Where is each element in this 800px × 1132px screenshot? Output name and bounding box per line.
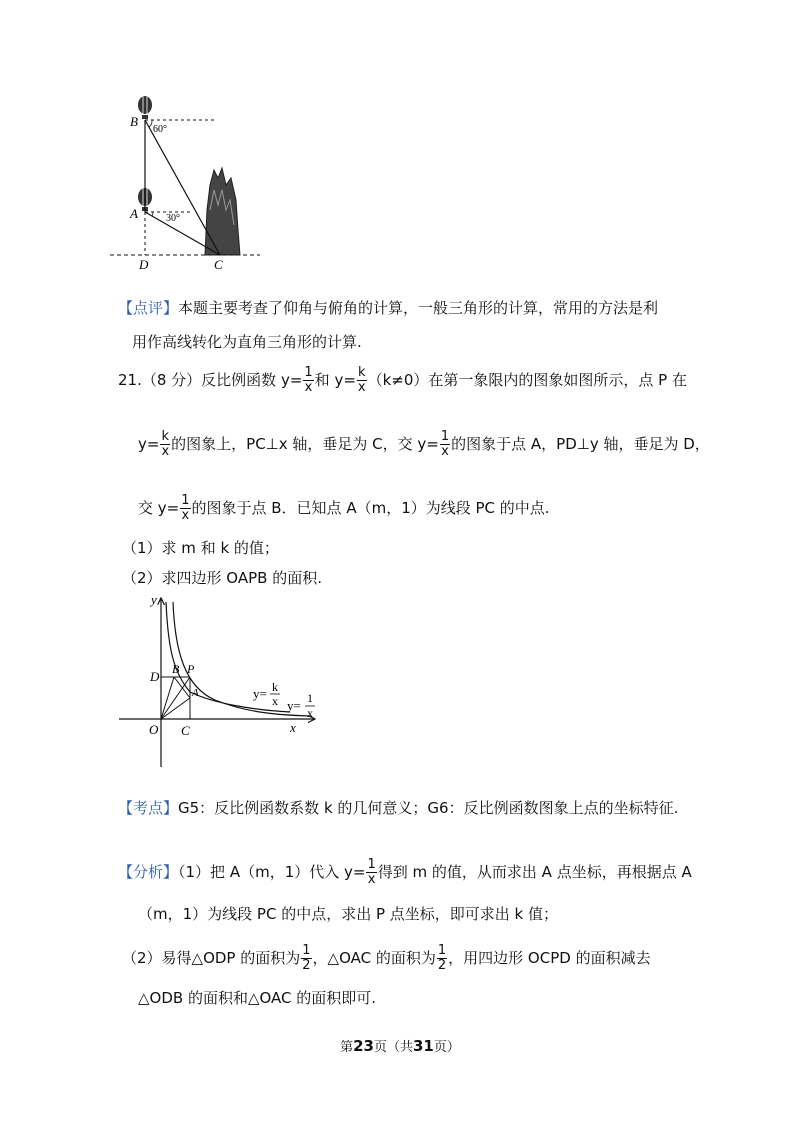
curve-1-label-prefix: y= (287, 698, 301, 713)
footer-text: 页（共 (373, 1040, 413, 1055)
problem-text: 交 y= (138, 499, 180, 517)
fraction-k-over-x: $\frac{k}{x}$ (161, 429, 170, 459)
label-b: B (130, 114, 138, 129)
problem-number: 21. (118, 371, 142, 389)
fraction-one-half: $\frac{1}{2}$ (302, 943, 311, 973)
problem-line-3 (138, 494, 550, 523)
question-2: （2）求四边形 OAPB 的面积. (122, 569, 322, 587)
label-c: C (181, 723, 190, 738)
fraction-1-over-x: $\frac{1}{x}$ (367, 857, 376, 887)
page-footer (0, 1036, 800, 1055)
analysis-text: ，用四边形 OCPD 的面积减去 (448, 949, 651, 967)
review-line-2: 用作高线转化为直角三角形的计算. (132, 333, 362, 351)
problem-text: 反比例函数 y= (201, 371, 303, 389)
kaodian-text: G5：反比例函数系数 k 的几何意义；G6：反比例函数图象上点的坐标特征. (178, 799, 679, 817)
problem-text: y= (138, 435, 160, 453)
label-o: O (149, 722, 159, 737)
kaodian-tag: 【考点】 (118, 799, 179, 817)
label-a: A (192, 687, 199, 699)
problem-text: 和 y= (314, 371, 356, 389)
analysis-text: 得到 m 的值，从而求出 A 点坐标，再根据点 A (377, 863, 692, 881)
page-total: 31 (413, 1037, 434, 1055)
angle-60: 60° (153, 124, 167, 135)
analysis-text: （1）把 A（m，1）代入 y= (178, 863, 366, 881)
problem-text: 的图象于点 A，PD⊥y 轴，垂足为 D， (451, 435, 710, 453)
analysis-text: ，△OAC 的面积为 (312, 949, 436, 967)
analysis-line-2: （m，1）为线段 PC 的中点，求出 P 点坐标，即可求出 k 值； (138, 905, 559, 923)
page-number: 23 (353, 1037, 374, 1055)
problem-line-2 (138, 430, 710, 459)
question-1: （1）求 m 和 k 的值； (122, 539, 279, 557)
label-c: C (214, 257, 223, 270)
analysis-text: （2）易得△ODP 的面积为 (122, 949, 301, 967)
balloon-figure (110, 90, 260, 270)
fraction-1-over-x: $\frac{1}{x}$ (440, 429, 450, 459)
problem-text: 的图象上，PC⊥x 轴，垂足为 C，交 y= (171, 435, 439, 453)
analysis-line-1 (118, 858, 692, 887)
review-line-1 (118, 298, 658, 318)
label-d: D (150, 669, 160, 684)
problem-line-1 (118, 366, 687, 395)
curve-1-label-den: x (307, 706, 313, 720)
analysis-tag: 【分析】 (118, 863, 179, 881)
fraction-1-over-x: $\frac{1}{x}$ (181, 493, 190, 523)
balloon-top-icon (138, 95, 152, 119)
review-text-1: 本题主要考查了仰角与俯角的计算，一般三角形的计算，常用的方法是利 (178, 299, 659, 317)
problem-score: （8 分） (141, 371, 202, 389)
mountain-image (205, 168, 240, 255)
curve-k-label-num: k (272, 680, 278, 694)
fraction-one-half: $\frac{1}{2}$ (437, 943, 447, 973)
footer-text: 第 (340, 1040, 354, 1055)
axis-label-y: y (151, 592, 157, 607)
curve-k-label-den: x (272, 694, 278, 708)
angle-30: 30° (166, 213, 180, 224)
curve-1-label-num: 1 (307, 691, 313, 705)
label-p: P (187, 662, 195, 676)
curve-k-label-prefix: y= (253, 686, 267, 701)
axis-label-x: x (290, 720, 296, 735)
analysis-line-4: △ODB 的面积和△OAC 的面积即可. (138, 989, 377, 1007)
analysis-line-3 (122, 944, 651, 973)
footer-text: 页） (433, 1040, 460, 1055)
kaodian-line (118, 798, 678, 818)
review-tag: 【点评】 (118, 299, 179, 317)
fraction-k-over-x: $\frac{k}{x}$ (357, 365, 366, 395)
problem-text: （k≠0）在第一象限内的图象如图所示，点 P 在 (367, 371, 687, 389)
graph-figure (115, 592, 330, 772)
label-a: A (130, 206, 138, 221)
label-d: D (139, 257, 149, 270)
label-b: B (172, 662, 180, 676)
fraction-1-over-x: $\frac{1}{x}$ (304, 365, 313, 395)
problem-text: 的图象于点 B．已知点 A（m，1）为线段 PC 的中点. (191, 499, 550, 517)
